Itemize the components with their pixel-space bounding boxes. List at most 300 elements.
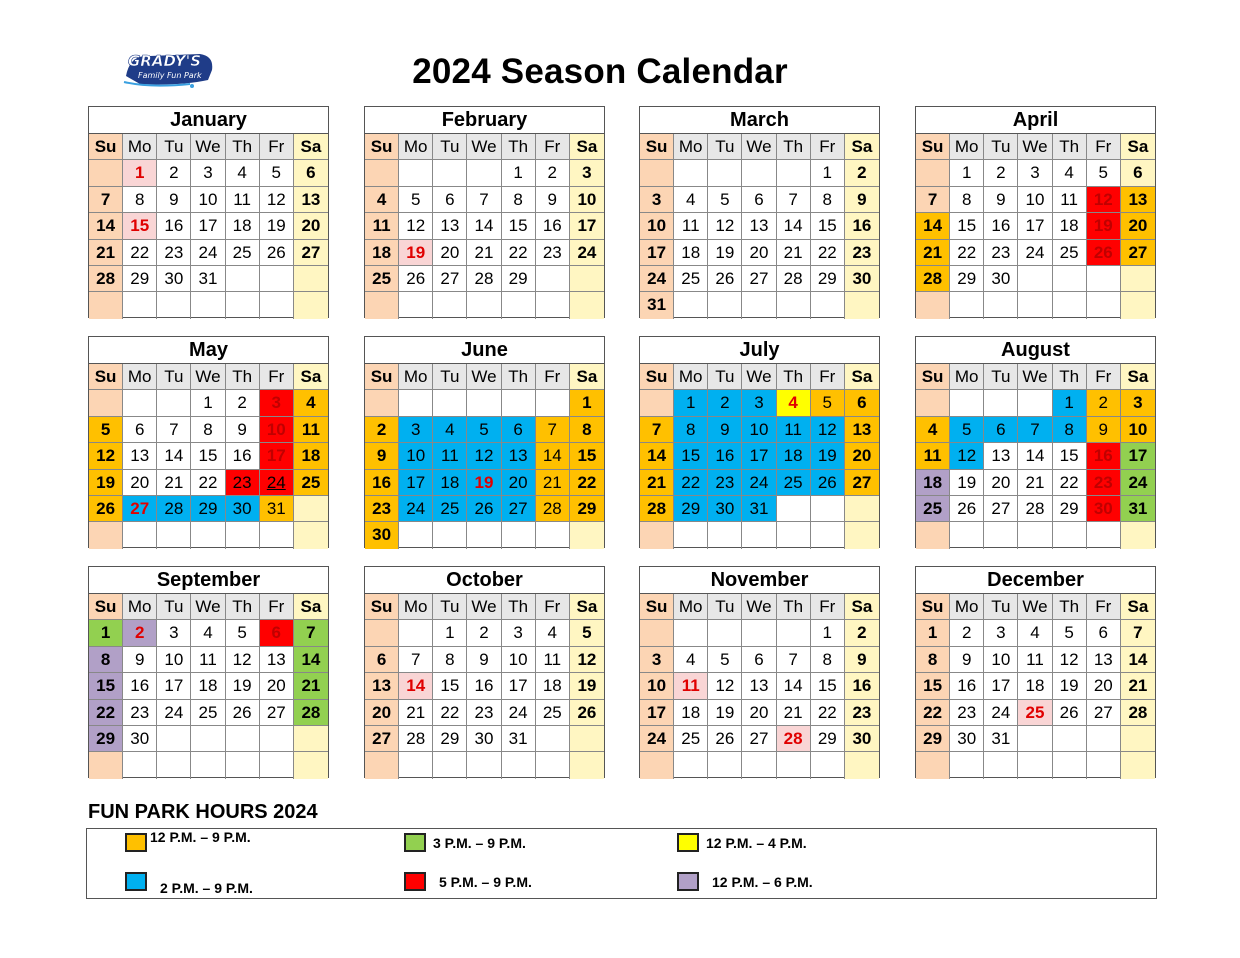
day-cell: 15 bbox=[123, 213, 157, 239]
day-cell: 15 bbox=[570, 443, 604, 469]
legend-item bbox=[404, 872, 532, 891]
day-cell: 8 bbox=[950, 187, 984, 213]
day-cell: 18 bbox=[674, 700, 708, 726]
day-cell: 5 bbox=[89, 417, 123, 443]
day-cell: 17 bbox=[157, 673, 191, 699]
empty-cell bbox=[984, 292, 1018, 318]
day-cell: 31 bbox=[260, 496, 294, 522]
weekday-header: Fr bbox=[1087, 134, 1121, 160]
day-cell: 1 bbox=[502, 160, 536, 186]
day-cell: 24 bbox=[742, 470, 776, 496]
day-cell: 29 bbox=[502, 266, 536, 292]
empty-cell bbox=[708, 620, 742, 646]
weekday-header: Su bbox=[640, 134, 674, 160]
weekday-header: Sa bbox=[1121, 364, 1155, 390]
empty-cell bbox=[708, 752, 742, 778]
day-cell: 18 bbox=[433, 470, 467, 496]
day-cell: 5 bbox=[260, 160, 294, 186]
empty-cell bbox=[674, 522, 708, 548]
empty-cell bbox=[536, 752, 570, 778]
empty-cell bbox=[708, 522, 742, 548]
day-cell: 22 bbox=[191, 470, 225, 496]
day-cell: 31 bbox=[1121, 496, 1155, 522]
day-cell: 12 bbox=[1053, 647, 1087, 673]
empty-cell bbox=[1087, 266, 1121, 292]
month-july bbox=[639, 336, 880, 548]
weekday-header: Tu bbox=[984, 364, 1018, 390]
day-cell: 21 bbox=[777, 700, 811, 726]
empty-cell bbox=[1121, 726, 1155, 752]
empty-cell bbox=[399, 390, 433, 416]
empty-cell bbox=[536, 292, 570, 318]
empty-cell bbox=[742, 522, 776, 548]
day-cell: 3 bbox=[570, 160, 604, 186]
empty-cell bbox=[502, 292, 536, 318]
day-cell: 20 bbox=[742, 700, 776, 726]
day-cell: 8 bbox=[502, 187, 536, 213]
empty-cell bbox=[640, 390, 674, 416]
day-cell: 18 bbox=[1053, 213, 1087, 239]
day-cell: 24 bbox=[640, 266, 674, 292]
day-cell: 30 bbox=[157, 266, 191, 292]
legend-swatch bbox=[677, 833, 699, 852]
empty-cell bbox=[640, 522, 674, 548]
day-cell: 28 bbox=[777, 266, 811, 292]
day-cell: 8 bbox=[123, 187, 157, 213]
day-cell: 16 bbox=[157, 213, 191, 239]
empty-cell bbox=[294, 266, 328, 292]
weekday-header: Th bbox=[777, 134, 811, 160]
day-cell: 23 bbox=[1087, 470, 1121, 496]
day-cell: 10 bbox=[191, 187, 225, 213]
day-cell: 4 bbox=[191, 620, 225, 646]
day-cell: 21 bbox=[89, 240, 123, 266]
empty-cell bbox=[399, 752, 433, 778]
empty-cell bbox=[433, 292, 467, 318]
weekday-header: Th bbox=[777, 594, 811, 620]
day-cell: 19 bbox=[708, 700, 742, 726]
empty-cell bbox=[365, 620, 399, 646]
day-cell: 25 bbox=[191, 700, 225, 726]
empty-cell bbox=[536, 726, 570, 752]
day-cell: 19 bbox=[570, 673, 604, 699]
month-march bbox=[639, 106, 880, 318]
empty-cell bbox=[1087, 292, 1121, 318]
day-cell: 29 bbox=[950, 266, 984, 292]
month-june bbox=[364, 336, 605, 548]
day-cell: 31 bbox=[502, 726, 536, 752]
weekday-header: Th bbox=[226, 594, 260, 620]
day-cell: 25 bbox=[226, 240, 260, 266]
empty-cell bbox=[708, 160, 742, 186]
empty-cell bbox=[845, 292, 879, 318]
legend-label: 12 P.M. – 6 P.M. bbox=[712, 874, 813, 890]
weekday-header: Mo bbox=[399, 364, 433, 390]
day-cell: 26 bbox=[950, 496, 984, 522]
weekday-header: Mo bbox=[674, 594, 708, 620]
empty-cell bbox=[433, 522, 467, 548]
day-cell: 15 bbox=[811, 673, 845, 699]
empty-cell bbox=[1018, 390, 1052, 416]
day-cell: 25 bbox=[1053, 240, 1087, 266]
day-cell: 15 bbox=[674, 443, 708, 469]
day-cell: 6 bbox=[984, 417, 1018, 443]
legend-label: 5 P.M. – 9 P.M. bbox=[439, 874, 532, 890]
day-cell: 11 bbox=[1053, 187, 1087, 213]
weekday-header: Sa bbox=[570, 364, 604, 390]
month-grid bbox=[365, 594, 604, 779]
day-cell: 13 bbox=[742, 673, 776, 699]
day-cell: 1 bbox=[570, 390, 604, 416]
empty-cell bbox=[157, 522, 191, 548]
day-cell: 10 bbox=[742, 417, 776, 443]
day-cell: 24 bbox=[570, 240, 604, 266]
weekday-header: We bbox=[191, 364, 225, 390]
empty-cell bbox=[950, 292, 984, 318]
day-cell: 4 bbox=[916, 417, 950, 443]
day-cell: 24 bbox=[1121, 470, 1155, 496]
weekday-header: Sa bbox=[845, 364, 879, 390]
empty-cell bbox=[467, 160, 501, 186]
day-cell: 6 bbox=[260, 620, 294, 646]
day-cell: 13 bbox=[365, 673, 399, 699]
weekday-header: Sa bbox=[1121, 134, 1155, 160]
day-cell: 9 bbox=[157, 187, 191, 213]
day-cell: 7 bbox=[640, 417, 674, 443]
day-cell: 28 bbox=[157, 496, 191, 522]
empty-cell bbox=[433, 390, 467, 416]
empty-cell bbox=[157, 390, 191, 416]
weekday-header: We bbox=[467, 364, 501, 390]
weekday-header: Sa bbox=[294, 134, 328, 160]
month-title: August bbox=[916, 337, 1155, 364]
day-cell: 28 bbox=[536, 496, 570, 522]
weekday-header: Su bbox=[916, 134, 950, 160]
day-cell: 11 bbox=[674, 213, 708, 239]
empty-cell bbox=[123, 390, 157, 416]
day-cell: 5 bbox=[399, 187, 433, 213]
day-cell: 27 bbox=[742, 726, 776, 752]
weekday-header: Mo bbox=[674, 134, 708, 160]
empty-cell bbox=[365, 752, 399, 778]
day-cell: 7 bbox=[916, 187, 950, 213]
day-cell: 20 bbox=[260, 673, 294, 699]
day-cell: 26 bbox=[399, 266, 433, 292]
empty-cell bbox=[89, 160, 123, 186]
weekday-header: Tu bbox=[157, 364, 191, 390]
empty-cell bbox=[260, 292, 294, 318]
day-cell: 4 bbox=[1018, 620, 1052, 646]
weekday-header: Tu bbox=[708, 134, 742, 160]
month-grid bbox=[89, 134, 328, 319]
weekday-header: Sa bbox=[845, 594, 879, 620]
day-cell: 14 bbox=[916, 213, 950, 239]
day-cell: 24 bbox=[157, 700, 191, 726]
day-cell: 26 bbox=[260, 240, 294, 266]
day-cell: 22 bbox=[570, 470, 604, 496]
day-cell: 20 bbox=[1121, 213, 1155, 239]
day-cell: 8 bbox=[811, 647, 845, 673]
day-cell: 14 bbox=[157, 443, 191, 469]
day-cell: 5 bbox=[708, 187, 742, 213]
weekday-header: Fr bbox=[811, 594, 845, 620]
empty-cell bbox=[708, 292, 742, 318]
empty-cell bbox=[570, 266, 604, 292]
weekday-header: We bbox=[742, 364, 776, 390]
day-cell: 6 bbox=[123, 417, 157, 443]
month-grid bbox=[640, 134, 879, 319]
day-cell: 7 bbox=[777, 187, 811, 213]
month-december bbox=[915, 566, 1156, 778]
empty-cell bbox=[294, 496, 328, 522]
day-cell: 19 bbox=[1087, 213, 1121, 239]
day-cell: 4 bbox=[294, 390, 328, 416]
legend-swatch bbox=[677, 872, 699, 891]
month-november bbox=[639, 566, 880, 778]
day-cell: 28 bbox=[294, 700, 328, 726]
empty-cell bbox=[502, 752, 536, 778]
day-cell: 27 bbox=[984, 496, 1018, 522]
empty-cell bbox=[157, 752, 191, 778]
legend-label: 3 P.M. – 9 P.M. bbox=[433, 835, 526, 851]
day-cell: 18 bbox=[1018, 673, 1052, 699]
day-cell: 23 bbox=[226, 470, 260, 496]
legend-swatch bbox=[125, 833, 147, 852]
empty-cell bbox=[399, 522, 433, 548]
day-cell: 22 bbox=[811, 700, 845, 726]
empty-cell bbox=[742, 620, 776, 646]
day-cell: 4 bbox=[433, 417, 467, 443]
day-cell: 29 bbox=[433, 726, 467, 752]
day-cell: 10 bbox=[984, 647, 1018, 673]
day-cell: 2 bbox=[365, 417, 399, 443]
day-cell: 2 bbox=[950, 620, 984, 646]
day-cell: 9 bbox=[365, 443, 399, 469]
day-cell: 31 bbox=[191, 266, 225, 292]
day-cell: 30 bbox=[984, 266, 1018, 292]
day-cell: 22 bbox=[502, 240, 536, 266]
day-cell: 23 bbox=[365, 496, 399, 522]
day-cell: 18 bbox=[916, 470, 950, 496]
weekday-header: Su bbox=[89, 594, 123, 620]
empty-cell bbox=[950, 522, 984, 548]
weekday-header: Su bbox=[640, 364, 674, 390]
weekday-header: Th bbox=[226, 364, 260, 390]
weekday-header: Sa bbox=[570, 134, 604, 160]
day-cell: 17 bbox=[191, 213, 225, 239]
day-cell: 16 bbox=[950, 673, 984, 699]
day-cell: 20 bbox=[294, 213, 328, 239]
weekday-header: We bbox=[742, 134, 776, 160]
weekday-header: Tu bbox=[157, 134, 191, 160]
day-cell: 10 bbox=[1018, 187, 1052, 213]
day-cell: 13 bbox=[742, 213, 776, 239]
page-title: 2024 Season Calendar bbox=[412, 52, 788, 91]
day-cell: 25 bbox=[777, 470, 811, 496]
empty-cell bbox=[89, 292, 123, 318]
day-cell: 9 bbox=[536, 187, 570, 213]
day-cell: 2 bbox=[1087, 390, 1121, 416]
day-cell: 4 bbox=[674, 187, 708, 213]
weekday-header: Fr bbox=[1087, 364, 1121, 390]
day-cell: 10 bbox=[1121, 417, 1155, 443]
day-cell: 23 bbox=[950, 700, 984, 726]
weekday-header: We bbox=[742, 594, 776, 620]
day-cell: 26 bbox=[708, 726, 742, 752]
day-cell: 27 bbox=[260, 700, 294, 726]
weekday-header: Fr bbox=[536, 364, 570, 390]
day-cell: 14 bbox=[536, 443, 570, 469]
day-cell: 1 bbox=[916, 620, 950, 646]
day-cell: 22 bbox=[1053, 470, 1087, 496]
month-grid bbox=[916, 364, 1155, 549]
empty-cell bbox=[777, 752, 811, 778]
day-cell: 10 bbox=[640, 673, 674, 699]
day-cell: 26 bbox=[89, 496, 123, 522]
empty-cell bbox=[640, 160, 674, 186]
day-cell: 7 bbox=[89, 187, 123, 213]
weekday-header: Mo bbox=[399, 134, 433, 160]
day-cell: 26 bbox=[708, 266, 742, 292]
day-cell: 20 bbox=[984, 470, 1018, 496]
empty-cell bbox=[226, 752, 260, 778]
empty-cell bbox=[777, 522, 811, 548]
day-cell: 6 bbox=[1121, 160, 1155, 186]
day-cell: 22 bbox=[811, 240, 845, 266]
month-grid bbox=[640, 594, 879, 779]
day-cell: 11 bbox=[191, 647, 225, 673]
day-cell: 4 bbox=[226, 160, 260, 186]
empty-cell bbox=[294, 752, 328, 778]
day-cell: 9 bbox=[845, 187, 879, 213]
day-cell: 1 bbox=[950, 160, 984, 186]
weekday-header: We bbox=[191, 594, 225, 620]
day-cell: 26 bbox=[467, 496, 501, 522]
day-cell: 2 bbox=[984, 160, 1018, 186]
day-cell: 5 bbox=[467, 417, 501, 443]
weekday-header: Tu bbox=[708, 594, 742, 620]
weekday-header: Mo bbox=[674, 364, 708, 390]
weekday-header: Su bbox=[365, 134, 399, 160]
day-cell: 4 bbox=[365, 187, 399, 213]
weekday-header: Su bbox=[365, 594, 399, 620]
day-cell: 5 bbox=[1087, 160, 1121, 186]
empty-cell bbox=[365, 160, 399, 186]
day-cell: 19 bbox=[811, 443, 845, 469]
empty-cell bbox=[845, 522, 879, 548]
empty-cell bbox=[1018, 726, 1052, 752]
weekday-header: Th bbox=[502, 364, 536, 390]
empty-cell bbox=[811, 292, 845, 318]
day-cell: 17 bbox=[1121, 443, 1155, 469]
day-cell: 21 bbox=[294, 673, 328, 699]
day-cell: 29 bbox=[570, 496, 604, 522]
day-cell: 6 bbox=[294, 160, 328, 186]
day-cell: 15 bbox=[89, 673, 123, 699]
empty-cell bbox=[570, 752, 604, 778]
empty-cell bbox=[89, 752, 123, 778]
day-cell: 19 bbox=[260, 213, 294, 239]
day-cell: 5 bbox=[811, 390, 845, 416]
day-cell: 9 bbox=[708, 417, 742, 443]
weekday-header: Tu bbox=[157, 594, 191, 620]
month-title: May bbox=[89, 337, 328, 364]
day-cell: 11 bbox=[294, 417, 328, 443]
empty-cell bbox=[984, 522, 1018, 548]
day-cell: 20 bbox=[1087, 673, 1121, 699]
day-cell: 14 bbox=[777, 673, 811, 699]
day-cell: 24 bbox=[399, 496, 433, 522]
day-cell: 21 bbox=[467, 240, 501, 266]
empty-cell bbox=[1121, 522, 1155, 548]
empty-cell bbox=[157, 292, 191, 318]
day-cell: 12 bbox=[708, 673, 742, 699]
day-cell: 27 bbox=[123, 496, 157, 522]
weekday-header: We bbox=[467, 594, 501, 620]
day-cell: 13 bbox=[845, 417, 879, 443]
day-cell: 21 bbox=[1018, 470, 1052, 496]
day-cell: 25 bbox=[674, 266, 708, 292]
day-cell: 16 bbox=[536, 213, 570, 239]
weekday-header: We bbox=[467, 134, 501, 160]
empty-cell bbox=[123, 292, 157, 318]
month-title: February bbox=[365, 107, 604, 134]
day-cell: 2 bbox=[536, 160, 570, 186]
day-cell: 10 bbox=[640, 213, 674, 239]
empty-cell bbox=[260, 726, 294, 752]
day-cell: 30 bbox=[467, 726, 501, 752]
day-cell: 11 bbox=[226, 187, 260, 213]
day-cell: 17 bbox=[399, 470, 433, 496]
empty-cell bbox=[191, 726, 225, 752]
month-title: April bbox=[916, 107, 1155, 134]
day-cell: 8 bbox=[191, 417, 225, 443]
day-cell: 8 bbox=[916, 647, 950, 673]
empty-cell bbox=[570, 726, 604, 752]
weekday-header: Sa bbox=[1121, 594, 1155, 620]
empty-cell bbox=[467, 390, 501, 416]
day-cell: 13 bbox=[433, 213, 467, 239]
empty-cell bbox=[1087, 522, 1121, 548]
day-cell: 5 bbox=[1053, 620, 1087, 646]
day-cell: 18 bbox=[226, 213, 260, 239]
empty-cell bbox=[1018, 292, 1052, 318]
empty-cell bbox=[777, 496, 811, 522]
day-cell: 3 bbox=[1121, 390, 1155, 416]
day-cell: 23 bbox=[984, 240, 1018, 266]
empty-cell bbox=[640, 752, 674, 778]
day-cell: 18 bbox=[536, 673, 570, 699]
empty-cell bbox=[399, 292, 433, 318]
day-cell: 20 bbox=[433, 240, 467, 266]
day-cell: 15 bbox=[811, 213, 845, 239]
day-cell: 30 bbox=[708, 496, 742, 522]
day-cell: 3 bbox=[742, 390, 776, 416]
day-cell: 20 bbox=[845, 443, 879, 469]
day-cell: 17 bbox=[1018, 213, 1052, 239]
legend-box bbox=[86, 828, 1157, 899]
weekday-header: Th bbox=[1053, 594, 1087, 620]
day-cell: 3 bbox=[640, 647, 674, 673]
weekday-header: Tu bbox=[984, 134, 1018, 160]
day-cell: 18 bbox=[191, 673, 225, 699]
day-cell: 12 bbox=[260, 187, 294, 213]
day-cell: 9 bbox=[950, 647, 984, 673]
day-cell: 1 bbox=[811, 620, 845, 646]
month-grid bbox=[89, 594, 328, 779]
day-cell: 7 bbox=[1121, 620, 1155, 646]
day-cell: 4 bbox=[1053, 160, 1087, 186]
